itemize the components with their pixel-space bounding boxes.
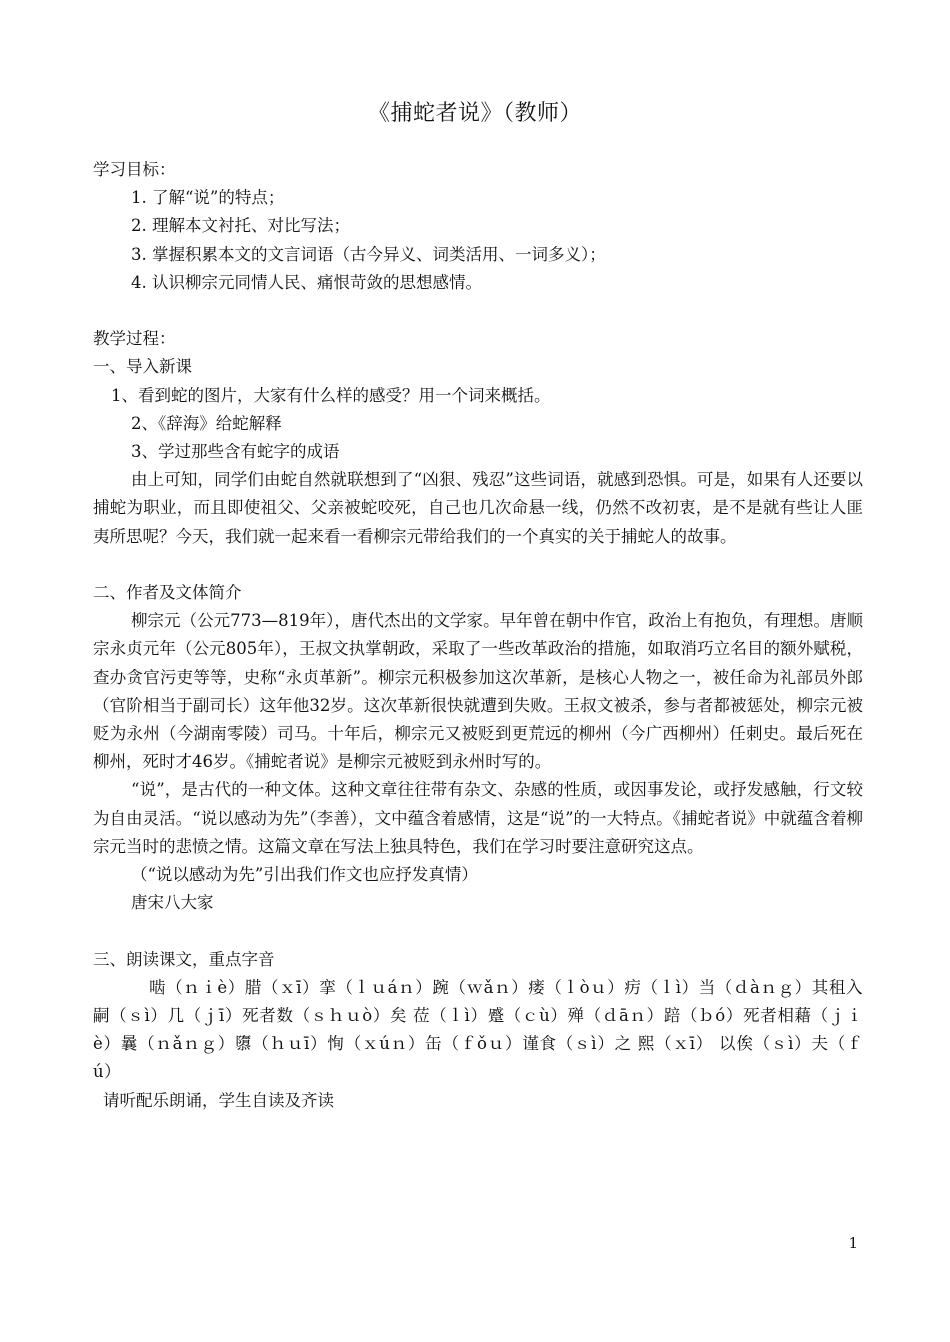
section-heading: 一、导入新课 — [93, 357, 192, 377]
pinyin-paragraph: 啮（ｎｉè）腊（ｘī）挛（ｌｕáｎ）踠（ｗǎｎ）瘘（ｌòｕ）疠（ｌì）当（ｄàｎｇ）其租入 嗣（ｓì）几（ｊī）死者数（ｓｈｕò）矣 莅（ｌì）蹙（ｃù）殚（ｄāｎ）踣（ｂó）死者相藉（ｊｉè）曩（ｎǎｎｇ）隳（ｈｕī）恂（ｘúｎ）缶（ｆǒｕ）谨食（ｓì）之 熙（ｘī） 以俟（ｓì）夫（ｆú） — [93, 977, 863, 1082]
genre-paragraph: “说”，是古代的一种文体。这种文章往往带有杂文、杂感的性质，或因事发论，或抒发感触，行文较为自由灵活。“说以感动为先”（李善），文中蕴含着感情，这是“说”的一大特点。《捕蛇者说》中就蕴含着柳宗元当时的悲愤之情。这篇文章在写法上独具特色，我们在学习时要注意研究这点。 — [93, 780, 863, 856]
objective-item: 1. 了解“说”的特点； — [131, 188, 285, 208]
objective-item: 4. 认识柳宗元同情人民、痛恨苛敛的思想感情。 — [131, 272, 482, 292]
reading-instruction: 请听配乐朗诵，学生自读及齐读 — [103, 1090, 334, 1110]
intro-item: 1、看到蛇的图片，大家有什么样的感受？用一个词来概括。 — [111, 385, 551, 405]
objective-item: 2. 理解本文衬托、对比写法； — [131, 216, 350, 236]
process-heading: 教学过程： — [93, 329, 176, 349]
page-title: 《捕蛇者说》（教师） — [367, 101, 582, 126]
intro-paragraph: 由上可知，同学们由蛇自然就联想到了“凶狠、残忍”这些词语，就感到恐惧。可是，如果有人还要以捕蛇为职业，而且即使祖父、父亲被蛇咬死，自己也几次命悬一线，仍然不改初衷，是不是就有些让人匪夷所思呢？今天，我们就一起来看一看柳宗元带给我们的一个真实的关于捕蛇人的故事。 — [93, 470, 863, 546]
note-line: （“说以感动为先”引出我们作文也应抒发真情） — [131, 865, 478, 885]
document-body — [93, 156, 863, 1115]
note-line: 唐宋八大家 — [131, 893, 214, 913]
page-number: 1 — [848, 1234, 858, 1252]
section-heading: 二、作者及文体简介 — [93, 583, 242, 603]
author-paragraph: 柳宗元（公元773—819年），唐代杰出的文学家。早年曾在朝中作官，政治上有抱负，有理想。唐顺宗永贞元年（公元805年），王叔文执掌朝政，采取了一些改革政治的措施，如取消巧立名目的额外赋税，查办贪官污吏等等，史称“永贞革新”。柳宗元积极参加这次革新，是核心人物之一，被任命为礼部员外郎（官阶相当于副司长）这年他32岁。这次革新很快就遭到失败。王叔文被杀，参与者都被惩处，柳宗元被贬为永州（今湖南零陵）司马。十年后，柳宗元又被贬到更荒远的柳州（今广西柳州）任刺史。最后死在柳州，死时才46岁。《捕蛇者说》是柳宗元被贬到永州时写的。 — [93, 611, 863, 772]
intro-item: 3、学过那些含有蛇字的成语 — [131, 442, 340, 462]
objective-item: 3. 掌握积累本文的文言词语（古今异义、词类活用、一词多义）； — [131, 244, 606, 264]
intro-item: 2、《辞海》给蛇解释 — [131, 413, 282, 433]
objectives-heading: 学习目标： — [93, 160, 176, 179]
section-heading: 三、朗读课文，重点字音 — [93, 949, 275, 969]
